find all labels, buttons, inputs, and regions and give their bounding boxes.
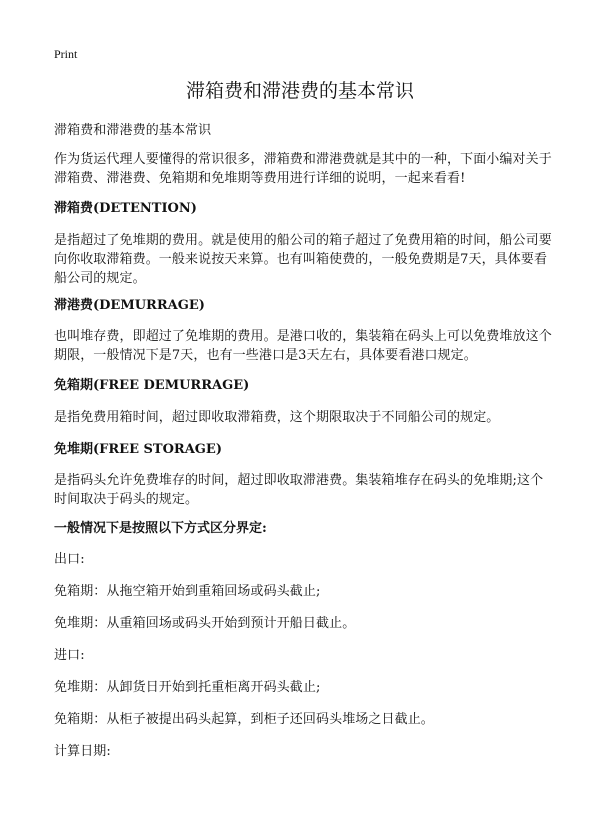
rules-heading: 一般情况下是按照以下方式区分界定: — [54, 521, 267, 536]
page-title: 滞箱费和滞港费的基本常识 — [185, 80, 414, 102]
export-free-storage-rule: 免堆期：从重箱回场或码头开始到预计开船日截止。 — [54, 616, 356, 631]
section-body-free-storage: 是指码头允许免费堆存的时间，超过即收取滞港费。集装箱堆存在码头的免堆期;这个时间取决于码头的规定。 — [54, 473, 544, 507]
section-heading-demurrage: 滞港费(DEMURRAGE) — [54, 298, 205, 313]
calc-date-label: 计算日期: — [54, 744, 111, 759]
export-label: 出口: — [54, 552, 85, 567]
section-heading-detention: 滞箱费(DETENTION) — [54, 201, 197, 216]
export-free-container-rule: 免箱期：从拖空箱开始到重箱回场或码头截止; — [54, 584, 321, 599]
article-subtitle: 滞箱费和滞港费的基本常识 — [54, 123, 212, 138]
intro-paragraph: 作为货运代理人要懂得的常识很多，滞箱费和滞港费就是其中的一种，下面小编对关于滞箱费、滞港费、免箱期和免堆期等费用进行详细的说明，一起来看看! — [54, 152, 552, 186]
import-free-container-rule: 免箱期：从柜子被提出码头起算，到柜子还回码头堆场之日截止。 — [54, 712, 434, 727]
print-link[interactable]: Print — [54, 47, 78, 61]
section-body-demurrage: 也叫堆存费，即超过了免堆期的费用。是港口收的，集装箱在码头上可以免费堆放这个期限，一般情况下是7天，也有一些港口是3天左右，具体要看港口规定。 — [54, 329, 552, 363]
import-label: 进口: — [54, 648, 85, 663]
section-body-detention: 是指超过了免堆期的费用。就是使用的船公司的箱子超过了免费用箱的时间，船公司要向你收取滞箱费。一般来说按天来算。也有叫箱使费的，一般免费期是7天，具体要看船公司的规定。 — [54, 233, 552, 286]
section-heading-free-storage: 免堆期(FREE STORAGE) — [54, 442, 222, 457]
import-free-storage-rule: 免堆期：从卸货日开始到托重柜离开码头截止; — [54, 680, 321, 695]
section-heading-free-demurrage: 免箱期(FREE DEMURRAGE) — [54, 378, 250, 393]
section-body-free-demurrage: 是指免费用箱时间，超过即收取滞箱费，这个期限取决于不同船公司的规定。 — [54, 410, 500, 425]
